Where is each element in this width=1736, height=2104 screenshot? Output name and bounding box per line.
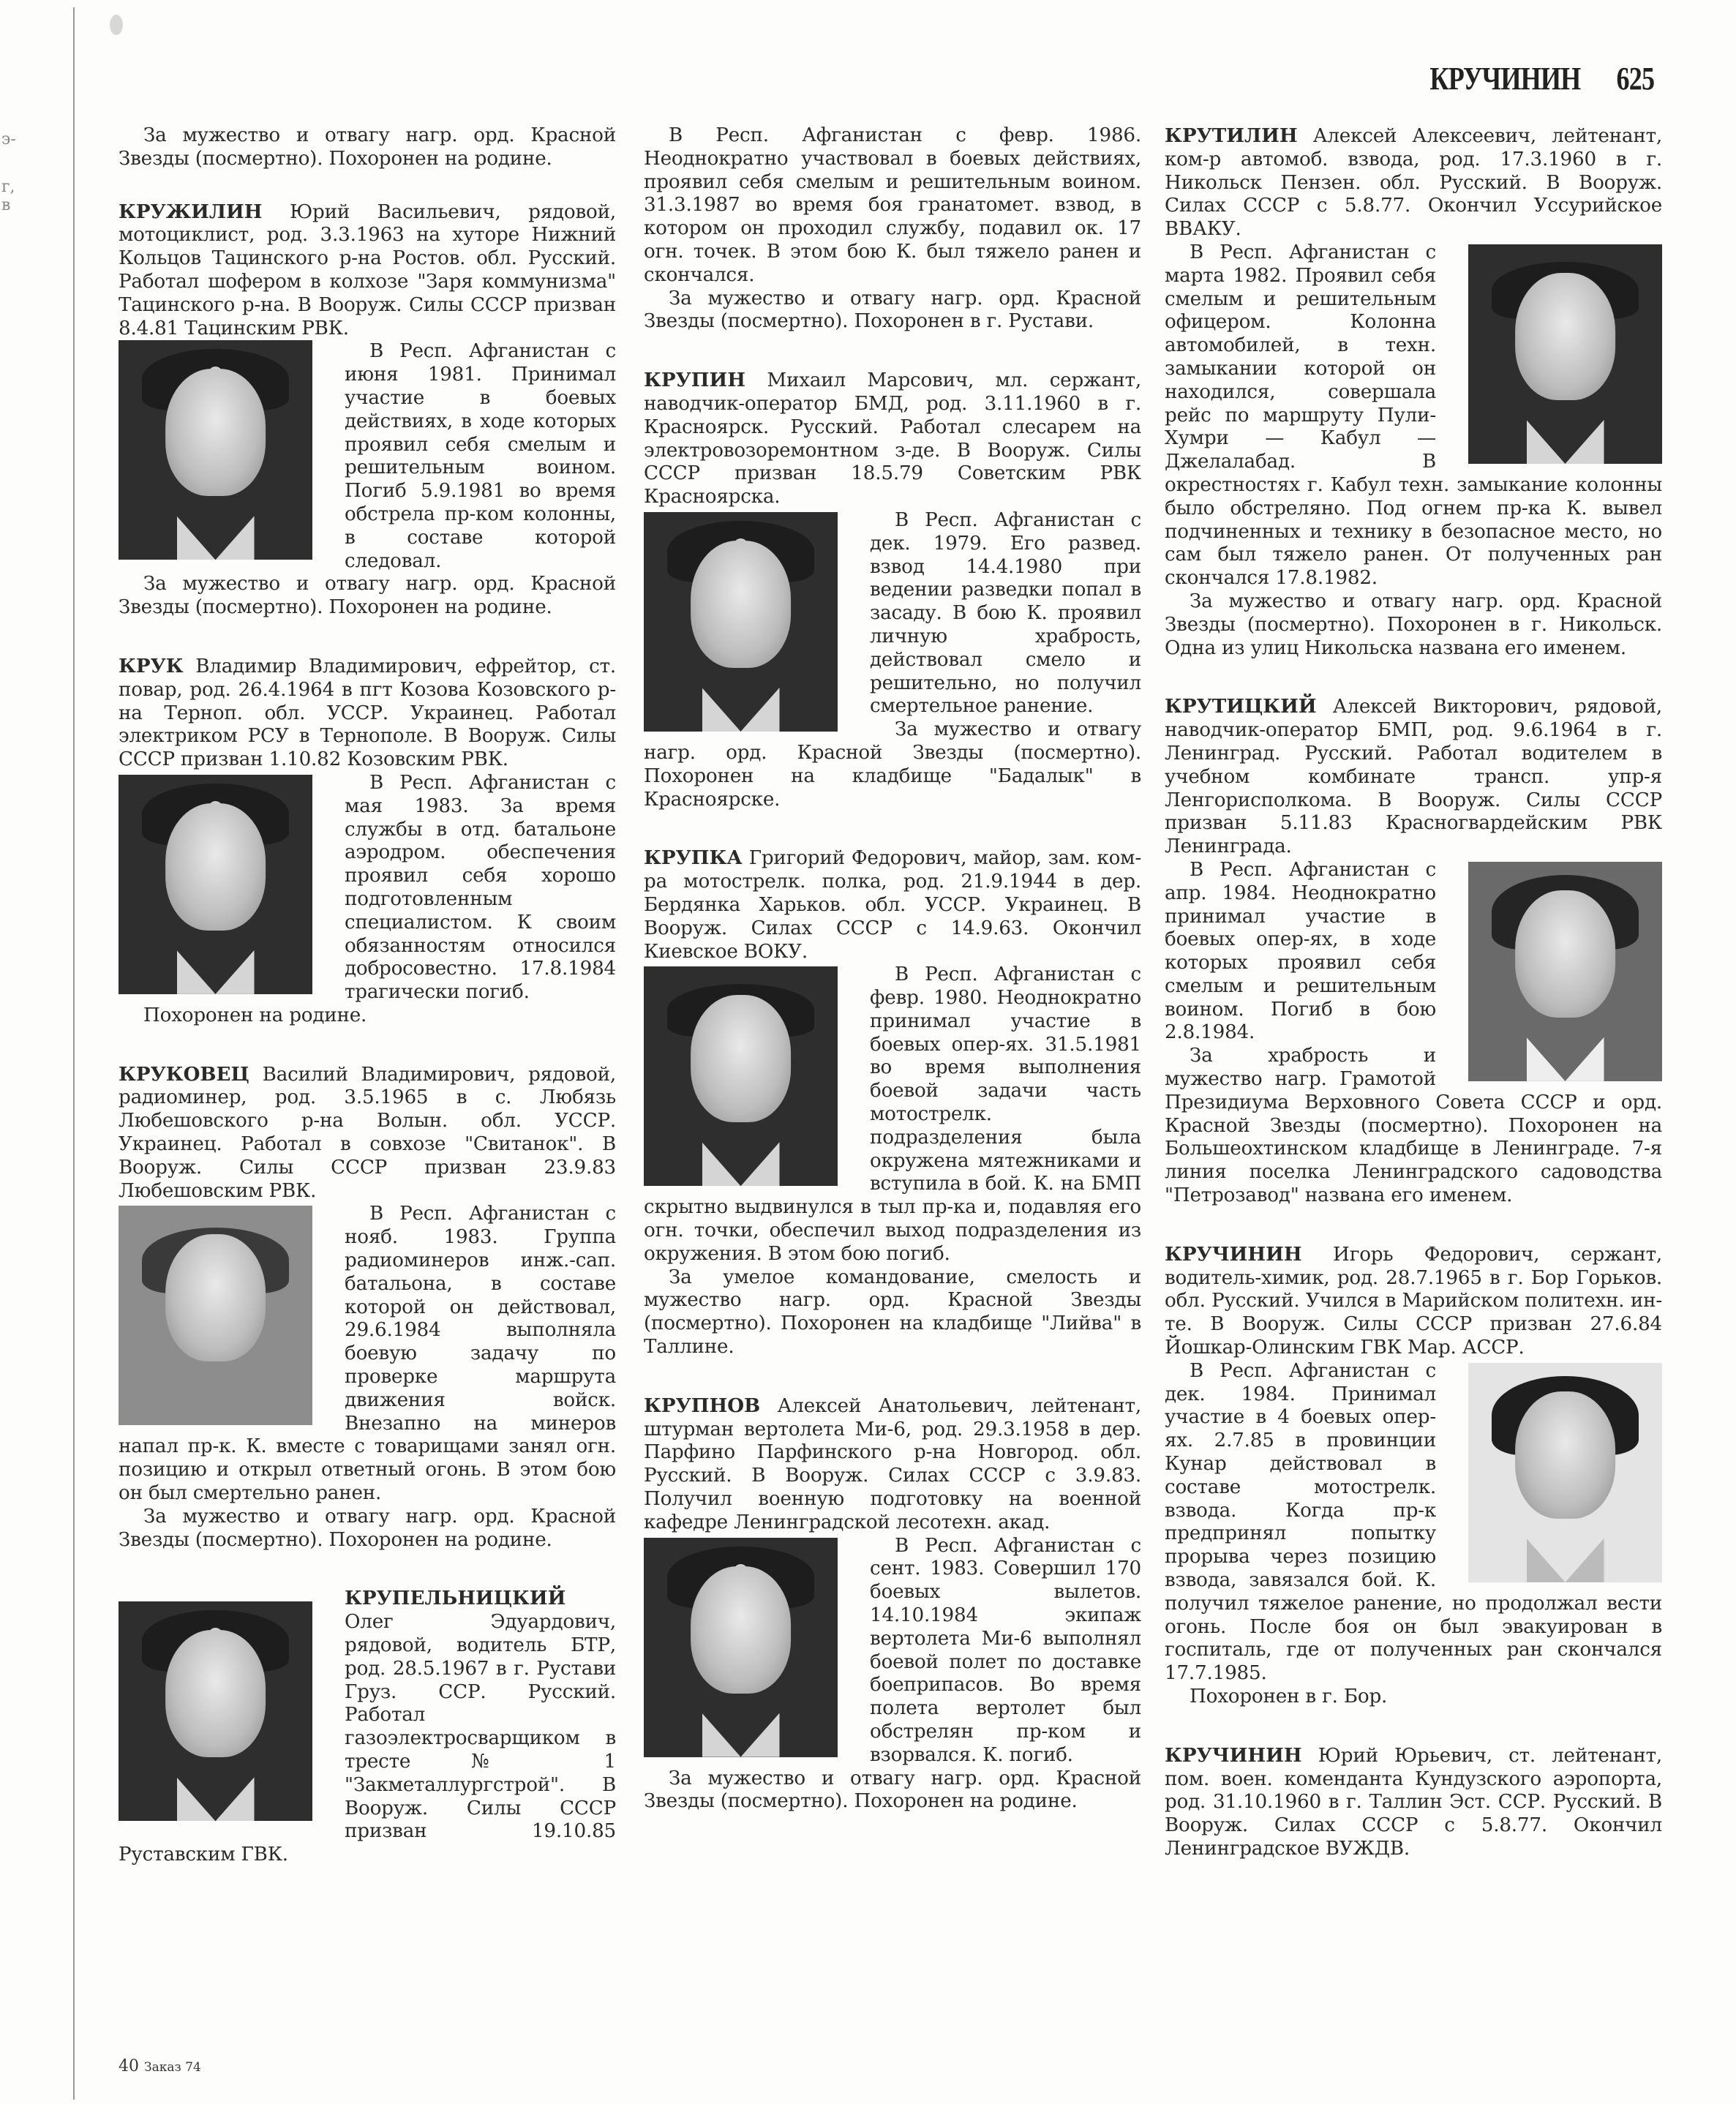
face-shape — [1515, 273, 1616, 400]
entry-lead-text: Владимир Владимирович, ефрейтор, ст. повар, род. 26.4.1964 в пгт Козова Козовского р-на Терноп. обл. УССР. Украинец. Работал электриком РСУ в Тернополе. В Вооруж. Силы СССР призван 1.10.82 Козовским РВК. — [119, 655, 616, 771]
entry-surname: КРУПНОВ — [644, 1394, 761, 1417]
face-shape — [1515, 890, 1616, 1018]
entry-lead-text: Игорь Федорович, сержант, водитель-химик, род. 28.7.1965 в г. Бор Горьков. обл. Русский. Учился в Марийском политехн. ин-те. В Вооруж. Силы СССР призван 27.6.84 Йошкар-Олинским ГВК Мар. АССР. — [1165, 1243, 1662, 1359]
collar-shape — [1527, 1538, 1604, 1582]
portrait-photo — [119, 1601, 312, 1821]
entry-krupelnitsky — [119, 1587, 616, 1867]
entry-lead — [119, 1063, 616, 1203]
facing-page-fragment: в — [1, 196, 11, 214]
portrait-photo — [1468, 862, 1662, 1081]
entry-surname: КРУК — [119, 654, 184, 677]
entry-lead — [1165, 695, 1662, 859]
entry-kruk — [119, 655, 616, 1028]
entry-lead-text: Юрий Васильевич, рядовой, мотоциклист, род. 3.3.1963 на хуторе Нижний Кольцов Тацинского р-на Ростов. обл. Русский. Работал шофером в колхозе "Заря коммунизма" Тацинского р-на. В Вооруж. Силы СССР призван 8.4.81 Тацинским РВК. — [119, 200, 616, 339]
entry-lead-text: Алексей Викторович, рядовой, наводчик-оператор БМП, род. 9.6.1964 в г. Ленинград. Русский. Работал водителем в учебном комбинате трансп. упр-я Ленгорисполкома. В Вооруж. Силы СССР призван 5.11.83 Красногвардейским РВК Ленинграда. — [1165, 696, 1662, 858]
entry-paragraph: За мужество и отвагу нагр. орд. Красной Звезды (посмертно). Похоронен на родине. — [119, 124, 616, 170]
collar-shape — [177, 516, 255, 560]
entry-paragraph: Похоронен в г. Бор. — [1190, 1686, 1388, 1707]
entry-lead-text: Юрий Юрьевич, ст. лейтенант, пом. воен. коменданта Кундузского аэропорта, род. 31.10.1960 в г. Таллин Эст. ССР. Русский. В Вооруж. Силах СССР с 5.8.77. Окончил Ленинградское ВУЖДВ. — [1165, 1744, 1662, 1860]
entry-paragraph: В Респ. Афганистан с марта 1982. Проявил себя смелым и решительным офицером. Колонна автомобилей, в техн. замыкании которой он находился, совершала рейс по маршруту Пули-Хумри — Кабул — Джелалабад. В окрестностях г. Кабул техн. замыкание колонны было обстреляно. Под огнем пр-ка К. вывел подчиненных и технику в безопасное место, но сам был тяжело ранен. От полученных ран скончался 17.8.1982. — [1165, 241, 1662, 590]
entry-surname: КРУЖИЛИН — [119, 200, 263, 223]
entry-surname: КРУПКА — [644, 846, 743, 870]
entry-continuation — [644, 124, 1141, 334]
portrait-photo — [644, 1538, 838, 1757]
collar-shape — [177, 950, 255, 994]
column-2 — [644, 124, 1141, 1849]
entry-lead-text: Григорий Федорович, майор, зам. ком-ра мотострелк. полка, род. 21.9.1944 в дер. Бердянка Харьков. обл. УССР. Украинец. В Вооруж. Силах СССР с 14.9.63. Окончил Киевское ВОКУ. — [644, 847, 1141, 963]
face-shape — [165, 803, 266, 931]
face-shape — [691, 541, 792, 668]
scan-smudge — [110, 15, 123, 35]
entry-paragraph: За мужество и отвагу нагр. орд. Красной Звезды (посмертно). Похоронен в г. Никольск. Одна из улиц Никольска названа его именем. — [1165, 590, 1662, 659]
entry-paragraph: В Респ. Афганистан с мая 1983. За время службы в отд. батальоне аэродром. обеспечения проявил себя хорошо подготовленным специалистом. К своим обязанностям относился добросовестно. 17.8.1984 трагически погиб. — [345, 771, 616, 1004]
portrait-photo — [119, 775, 312, 994]
face-shape — [165, 1630, 266, 1757]
order-number: Заказ 74 — [144, 2060, 201, 2075]
collar-shape — [702, 1713, 780, 1757]
entry-paragraph: За храбрость и мужество нагр. Грамотой Президиума Верховного Совета СССР и орд. Красной Звезды (посмертно). Похоронен на Большеохтинском кладбище в Ленинграде. 7-я линия поселка Ленинградского садоводства "Петрозавод" названа его именем. — [1165, 1045, 1662, 1207]
entry-lead — [644, 369, 1141, 509]
column-3 — [1165, 124, 1662, 1896]
entry-lead — [1165, 124, 1662, 241]
entry-paragraph: В Респ. Афганистан с июня 1981. Принимал участие в боевых действиях, в ходе которых проявил себя смелым и решительным воином. Погиб 5.9.1981 во время обстрела пр-ком колонны, в составе которой следовал. — [345, 340, 616, 572]
entry-krupnov — [644, 1394, 1141, 1814]
portrait-photo — [1468, 1363, 1662, 1582]
face-shape — [165, 1234, 266, 1361]
entry-lead-text: Алексей Алексеевич, лейтенант, ком-р автомоб. взвода, род. 17.3.1960 в г. Никольск Пензен. обл. Русский. В Вооруж. Силах СССР с 5.8.77. Окончил Уссурийское ВВАКУ. — [1165, 125, 1662, 241]
entry-paragraph: В Респ. Афганистан с нояб. 1983. Группа радиоминеров инж.-сап. батальона, в составе которой он действовал, 29.6.1984 выполняла боевую задачу по проверке маршрута движения войск. Внезапно на минеров напал пр-к. К. вместе с товарищами занял огн. позицию и открыл ответный огонь. В этом бою он был смертельно ранен. — [119, 1203, 616, 1505]
collar-shape — [177, 1777, 255, 1821]
entry-surname: КРУЧИНИН — [1165, 1242, 1302, 1266]
portrait-photo — [119, 1206, 312, 1425]
printer-signature — [119, 2057, 201, 2075]
entry-lead-text: Михаил Марсович, мл. сержант, наводчик-оператор БМД, род. 3.11.1960 в г. Красноярск. Русский. Работал слесарем на электровозоремонтном з-де. В Вооруж. Силы СССР призван 18.5.79 Советским РВК Красноярска. — [644, 369, 1141, 508]
collar-shape — [1527, 420, 1604, 464]
entry-paragraph: За умелое командование, смелость и мужество нагр. орд. Красной Звезды (посмертно). Похоронен на кладбище "Лийва" в Таллине. — [644, 1266, 1141, 1359]
face-shape — [165, 369, 266, 496]
facing-page-fragment: э- — [1, 130, 16, 149]
running-head — [1429, 60, 1654, 97]
entry-paragraph: За мужество и отвагу нагр. орд. Красной Звезды (посмертно). Похоронен на родине. — [119, 573, 616, 619]
entry-lead — [1165, 1744, 1662, 1861]
entry-krutilin — [1165, 124, 1662, 660]
entry-lead — [644, 1394, 1141, 1535]
entry-paragraph: За мужество и отвагу нагр. орд. Красной Звезды (посмертно). Похоронен на кладбище "Бадалык" в Красноярске. — [644, 718, 1141, 811]
entry-lead — [644, 846, 1141, 963]
entry-paragraph: За мужество и отвагу нагр. орд. Красной Звезды (посмертно). Похоронен на родине. — [119, 1505, 616, 1551]
face-shape — [1515, 1391, 1616, 1519]
entry-paragraph: За мужество и отвагу нагр. орд. Красной Звезды (посмертно). Похоронен на родине. — [644, 1767, 1141, 1813]
entry-paragraph: В Респ. Афганистан с февр. 1980. Неоднократно принимал участие в боевых опер-ях. 31.5.1981 во время выполнения боевой задачи часть мотострелк. подразделения была окружена мятежниками и вступила в бой. К. на БМП скрытно выдвинулся в тыл пр-ка и, подавляя его огн. точки, обеспечил выход подразделения из окружения. В этом бою погиб. — [644, 963, 1141, 1265]
collar-shape — [1527, 1037, 1604, 1081]
entry-lead — [1165, 1243, 1662, 1360]
entry-paragraph: В Респ. Афганистан с дек. 1984. Принимал участие в 4 боевых опер-ях. 2.7.85 в провинции Кунар действовал в составе мотострелк. взвода. Когда пр-к предпринял попытку прорыва через позицию взвода, завязался бой. К. получил тяжелое ранение, но продолжал вести огонь. После боя он был эвакуирован в госпиталь, где от полученных ран скончался 17.7.1985. — [1165, 1359, 1662, 1685]
entry-krukovets — [119, 1063, 616, 1552]
collar-shape — [702, 1142, 780, 1186]
entry-kruchinin-yuri — [1165, 1744, 1662, 1861]
entry-lead-text: Алексей Анатольевич, лейтенант, штурман вертолета Ми-6, род. 29.3.1958 в дер. Парфино Парфинского р-на Новгород. обл. Русский. В Вооруж. Силах СССР с 3.9.83. Получил военную подготовку на военной кафедре Ленинградской лесотехн. акад. — [644, 1394, 1141, 1533]
running-head-title: КРУЧИНИН — [1429, 61, 1581, 97]
portrait-photo — [644, 512, 838, 732]
facing-page-fragment: г, — [1, 178, 15, 196]
entry-lead-text: Василий Владимирович, рядовой, радиоминер, род. 3.5.1965 в с. Любязь Любешовского р-на Волын. обл. УССР. Украинец. Работал в совхозе "Свитанок". В Вооруж. Силы СССР призван 23.9.83 Любешовским РВК. — [119, 1063, 616, 1202]
collar-shape — [702, 688, 780, 732]
entry-surname: КРУПИН — [644, 369, 745, 392]
entry-paragraph: За мужество и отвагу нагр. орд. Красной Звезды (посмертно). Похоронен в г. Рустави. — [644, 287, 1141, 333]
entry-krupka — [644, 846, 1141, 1359]
portrait-photo — [119, 340, 312, 560]
entry-surname: КРУПЕЛЬНИЦКИЙ — [345, 1587, 566, 1610]
entry-paragraph: Похоронен на родине. — [143, 1004, 367, 1026]
page-number: 625 — [1616, 61, 1654, 97]
face-shape — [691, 995, 792, 1122]
entry-krupin — [644, 369, 1141, 811]
entry-lead-text: Олег Эдуардович, рядовой, водитель БТР, род. 28.5.1967 в г. Рустави Груз. ССР. Русский. Работал газоэлектросварщиком в тресте № 1 "Закметаллургстрой". В Вооруж. Силы СССР призван 19.10.85 Руставским ГВК. — [119, 1611, 616, 1866]
entry-lead — [119, 200, 616, 341]
page-binding-line — [73, 7, 75, 2100]
entry-kruchinin-igor — [1165, 1243, 1662, 1709]
portrait-photo — [644, 966, 838, 1186]
entry-paragraph: В Респ. Афганистан с апр. 1984. Неоднократно принимал участие в боевых опер-ях, в ходе которых проявил себя смелым и решительным воином. Погиб в бою 2.8.1984. — [1165, 858, 1436, 1044]
entry-paragraph: В Респ. Афганистан с сент. 1983. Совершил 170 боевых вылетов. 14.10.1984 экипаж вертолета Ми-6 выполнял боевой полет по доставке боеприпасов. Во время полета вертолет был обстрелян пр-ком и взорвался. К. погиб. — [870, 1534, 1141, 1766]
entry-surname: КРУКОВЕЦ — [119, 1062, 249, 1086]
portrait-photo — [1468, 244, 1662, 464]
column-1 — [119, 124, 616, 1902]
sheet-number: 40 — [119, 2057, 139, 2075]
entry-kruzhilin — [119, 200, 616, 620]
entry-paragraph: В Респ. Афганистан с дек. 1979. Его развед. взвод 14.4.1980 при ведении разведки попал в засаду. В бою К. проявил личную храбрость, действовал смело и решительно, но получил смертельное ранение. — [870, 508, 1141, 718]
entry-paragraph: В Респ. Афганистан с февр. 1986. Неоднократно участвовал в боевых действиях, проявил себя смелым и решительным воином. 31.3.1987 во время боя гранатомет. взвод, в котором он проходил службу, подавил ок. 17 огн. точек. В этом бою К. был тяжело ранен и скончался. — [644, 124, 1141, 286]
face-shape — [691, 1566, 792, 1694]
entry-surname: КРУТИЦКИЙ — [1165, 695, 1317, 718]
entry-lead — [119, 655, 616, 772]
entry-continuation — [119, 124, 616, 171]
entry-surname: КРУЧИНИН — [1165, 1743, 1302, 1767]
entry-surname: КРУТИЛИН — [1165, 124, 1298, 147]
entry-krutitsky — [1165, 695, 1662, 1208]
